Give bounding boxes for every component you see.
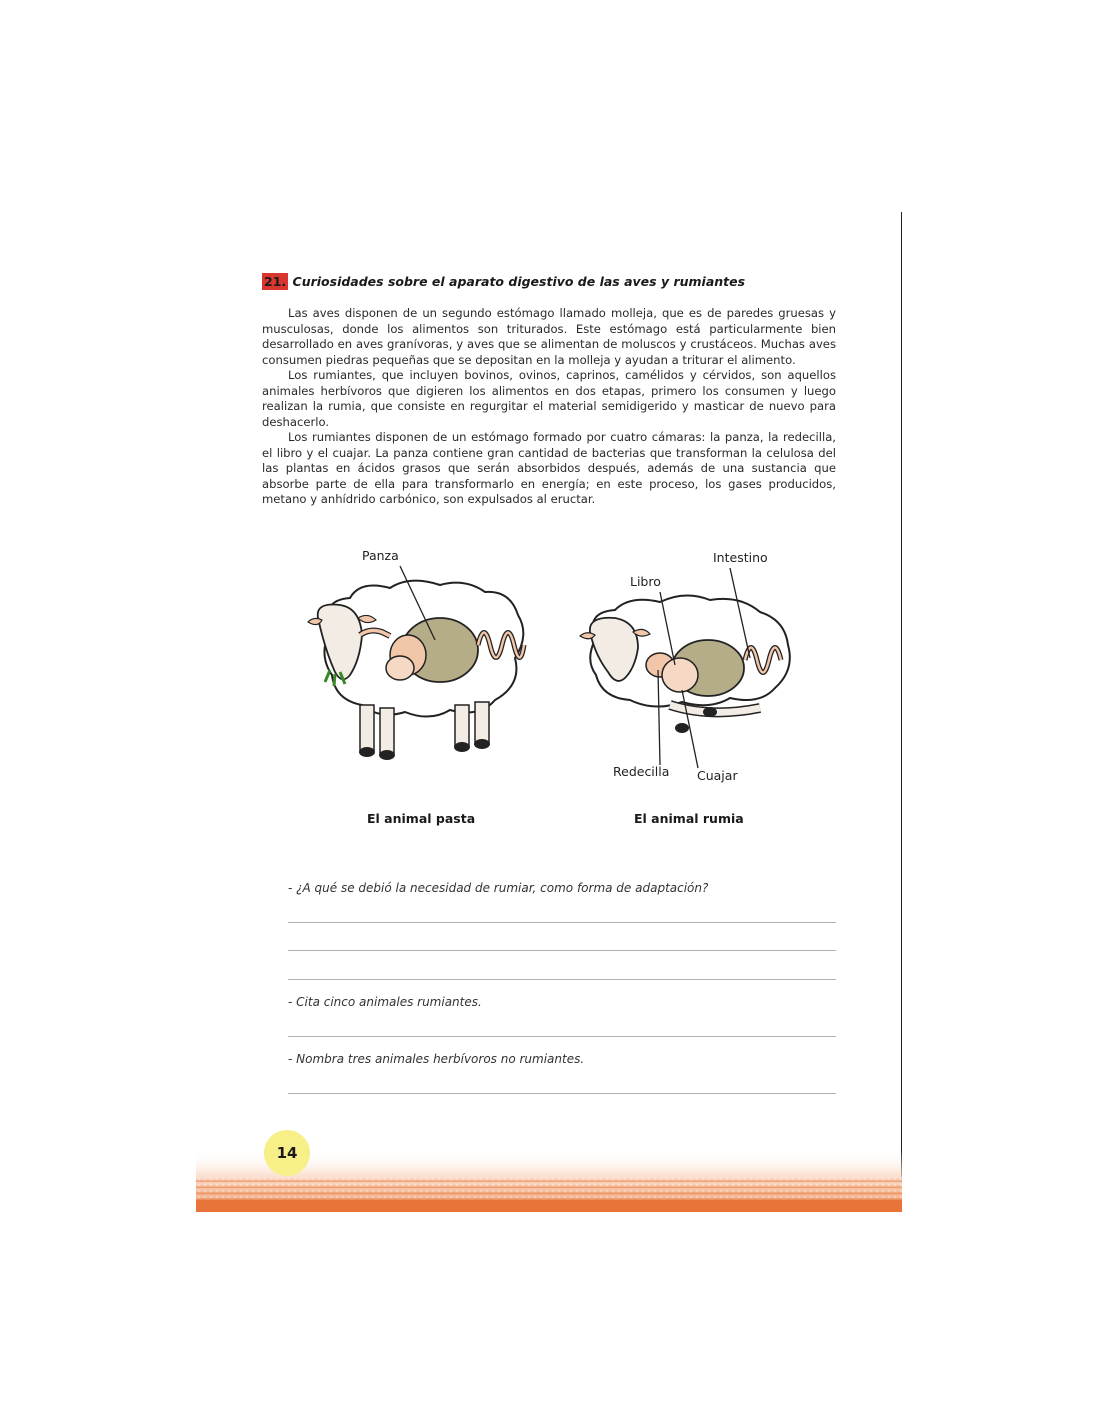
paragraph-aves: Las aves disponen de un segundo estómago llamado molleja, que es de paredes gruesas y musculosas, donde los alimentos son triturados. Este estómago está particularmente bien desarrollado en aves granívoras, y aves que se alimentan de moluscos y crustáceos. Muchas aves consumen piedras pequeñas que se depositan en la molleja y ayudan a triturar el alimento. <box>262 306 836 367</box>
answer-line[interactable] <box>288 950 836 951</box>
section-title: Curiosidades sobre el aparato digestivo de las aves y rumiantes <box>292 274 746 289</box>
question-1: - ¿A qué se debió la necesidad de rumiar, como forma de adaptación? <box>288 881 709 895</box>
page-number-badge <box>264 1130 310 1176</box>
sheep-digestive-illustration <box>290 540 810 800</box>
label-intestino: Intestino <box>713 550 768 565</box>
question-2: - Cita cinco animales rumiantes. <box>288 995 482 1009</box>
answer-line[interactable] <box>288 1093 836 1094</box>
label-cuajar: Cuajar <box>697 768 738 783</box>
page-edge-rule <box>901 212 902 1212</box>
ruminating-sheep-drawing <box>580 595 790 733</box>
answer-line[interactable] <box>288 1036 836 1037</box>
label-panza: Panza <box>362 548 399 563</box>
section-number: 21. <box>264 274 287 289</box>
grazing-sheep-drawing <box>308 581 524 760</box>
section-heading <box>262 274 745 289</box>
body-text <box>262 306 836 508</box>
paragraph-estomago: Los rumiantes disponen de un estómago formado por cuatro cámaras: la panza, la redecilla, el libro y el cuajar. La panza contiene gran cantidad de bacterias que transforman la celulosa del las plantas en ácidos grasos que serán absorbidos después, además de una sustancia que absorbe parte de ella para transformarlo en energía; en este proceso, los gases producidos, metano y anhídrido carbónico, son expulsados al eructar. <box>262 430 836 506</box>
answer-line[interactable] <box>288 922 836 923</box>
question-3: - Nombra tres animales herbívoros no rumiantes. <box>288 1052 585 1066</box>
caption-grazing: El animal pasta <box>367 811 476 826</box>
caption-ruminating: El animal rumia <box>634 811 744 826</box>
label-redecilla: Redecilla <box>613 764 670 779</box>
answer-line[interactable] <box>288 979 836 980</box>
label-libro: Libro <box>630 574 661 589</box>
page-number: 14 <box>276 1144 298 1162</box>
paragraph-rumiantes: Los rumiantes, que incluyen bovinos, ovinos, caprinos, camélidos y cérvidos, son aquellos animales herbívoros que digieren los alimentos en dos etapas, primero los consumen y luego realizan la rumia, que consiste en regurgitar el material semidigerido y masticar de nuevo para deshacerlo. <box>262 368 836 429</box>
